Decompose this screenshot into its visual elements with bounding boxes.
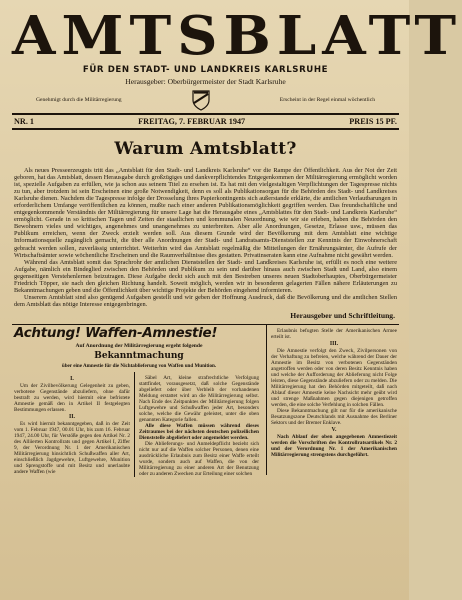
- amnesty-column-left: [12, 372, 134, 477]
- section-number: V.: [331, 426, 337, 433]
- article-body: [14, 167, 397, 308]
- amnesty-description: über eine Amnestie für die Nichtablieferung von Waffen und Munition.: [61, 362, 217, 369]
- article-paragraph: Während das Amtsblatt somit das Sprachrohr der amtlichen Dienststellen der Stadt- und Landkreises Karlsruhe ist, erfüllt es noch eine weitere Aufgabe, nämlich ein Bindeglied zwischen den Behörden und Publikum zu sein und darüber hinaus auch zwischen Stadt und Land, also einem gegenseitigen Verstehenlernen beizutragen. Diese Aufgabe deckt sich auch mit den Bestreben unseres neuen Stadtoberhauptes, Oberbürgermeister Friedrich Töpper, sie nach den gleichen Richtung handelt. Soweit möglich, werden wir in besonderen gelagerten Fällen nähere Erläuterungen zu Bekanntmachungen geben und die Öffentlichkeit über wichtige Projekte der Behörden eingehend informieren.: [14, 258, 397, 294]
- article-headline: Warum Amtsblatt?: [114, 139, 297, 159]
- amnesty-column-right: [266, 325, 399, 475]
- amnesty-columns: [12, 372, 266, 477]
- amnesty-text: Es wird hiermit bekanntgegeben, daß in der Zeit vom 1. Februar 1947, 00.01 Uhr, bis zum 16. Februar 1947, 24.00 Uhr, für Verstöße gegen den Artikel Nr. 2 des Alliierten Kontrollrats und gegen Artikel I, Ziffer 9, der Verordnung Nr. 1 der Amerikanischen Militärregierung hinsichtlich Schußwaffen aller Art, einschließlich Jagdgewehre, Luftgewehre, Munition und Sprengstoffe und mit Besitz und unerlaubte andere Waffen (wie: [14, 420, 130, 475]
- note-military-approval: Genehmigt durch die Militärregierung: [36, 97, 122, 103]
- amnesty-section: [12, 324, 399, 475]
- issue-date: FREITAG, 7. FEBRUAR 1947: [138, 117, 246, 126]
- masthead-notes: [12, 89, 399, 111]
- masthead-subtitle: FÜR DEN STADT- UND LANDKREIS KARLSRUHE: [82, 65, 329, 75]
- issue-number: NR. 1: [14, 117, 35, 126]
- amnesty-text-bold: Alle diese Waffen müssen während dieses Zeitraumes bei der nächsten deutschen polizeilichen Dienststelle abgeliefert oder angemeldet werden.: [139, 422, 259, 441]
- section-number: I.: [70, 375, 74, 382]
- masthead-rule-bottom: [12, 128, 399, 130]
- article-paragraph: Als neues Presseerzeugnis tritt das „Amtsblatt für den Stadt- und Landkreis Karlsruhe“ vor die Rampe der Öffentlichkeit. Aus der Not der Zeit geboren, hat das Amtsblatt, dessen Herausgabe durch großzügiges und dankverpflichtendes Entgegenkommen der Militärregierung ermöglicht worden ist, spezielle Aufgaben zu erfüllen, wie ja schon aus seinem Titel zu ersehen ist. Es hat mit den vielgestaltigen Verpflichtungen der Tagespresse nichts zu tun, aber trotzdem ist sein Erscheinen eine große Notwendigkeit, denn es soll als Publikationsorgan für die Behörden des Stadt- und Landkreises Karlsruhe dienen. Nachdem die Tagespresse infolge der Drosselung ihres Papierkontingents sich außerstande erklärte, die amtlichen Verlautbarungen in erforderlichem Umfange veröffentlichen zu können, mußte nach einer anderen Publikationsmöglichkeit gegriffen werden. Das freundschaftliche und entgegenkommende Verständnis der Militärregierung für unsere Lage hat die Herausgabe eines „Amtsblattes für den Stadt- und Landkreis Karlsruhe“ ermöglicht. Gerade in so kritischen Tagen und Zeiten der staatlichen und kommunalen Neuordnung, wie wir sie erleben, haben die Behörden den Bewohnern vieles und wichtiges, angenehmes und unangenehmes zu unterbreiten. Aber alle Anordnungen, Gesetze, Erlasse usw., müssen das Publikum erreichen, wenn der Zweck erzielt werden soll. Aus diesem Grunde wird der Bevölkerung mit dem Amtsblatt eine wichtige Informationsquelle zugänglich gemacht, die über alle Anordnungen der Stadt- und Landratsamts-Dienststellen zur Kenntnis der Einwohnerschaft gebracht werden sollen, zuverlässig unterrichtet. Weiterhin wird das Amtsblatt regelmäßig die Mitteilungen der Ernährungsämter, die Aufrufe der Wirtschaftsämter sowie wöchentliche Erscheinen und die Raumverhältnisse dies gestatten. Privatinseraten kann eine Aufnahme nicht gewährt werden.: [14, 167, 397, 259]
- dateline: [12, 115, 399, 128]
- article-paragraph: Unserem Amtsblatt sind also genügend Aufgaben gestellt und wir geben der Hoffnung Ausdruck, daß die Bevölkerung und die amtlichen Stellen dem Amtsblatt das nötige Interesse entgegenbringen.: [14, 293, 397, 308]
- amnesty-text: Die Amnestie verfolgt den Zweck, Zivilpersonen von der Verhaftung zu befreien, welche während der Dauer der Amnestie im Besitz von verbotenen Gegenständen angetroffen werden oder von deren Besitz Kenntnis haben und welche der Aufforderung der Ablieferung nicht Folge leisten, diese Gegenstände abzuliefern oder zu melden. Die Militärregierung hat den Behörden mitgeteilt, daß nach Ablauf dieser Amnestie keine Nachsicht mehr geübt wird und strenge Maßnahmen gegen diejenigen getroffen werden, die eine solche Verfehlung in solchen Fällen.: [271, 347, 397, 408]
- amnesty-column-middle: [134, 372, 263, 477]
- amnesty-text: Um der Zivilbevölkerung Gelegenheit zu geben, verbotene Gegenstände abzuliefern, ohne dafür bestraft zu werden, wird hiermit eine befristete Amnestie gemäß den in Artikel II festgelegten Bestimmungen erlassen.: [14, 382, 130, 413]
- amnesty-text: Erlaubnis befugten Stelle der Amerikanischen Armee erteilt ist.: [271, 327, 397, 340]
- section-number: III.: [329, 340, 339, 347]
- amnesty-title: Achtung! Waffen-Amnestie!: [14, 324, 218, 341]
- amnesty-main: [12, 325, 266, 475]
- amnesty-text: Diese Bekanntmachung gilt nur für die amerikanische Besatzungszone Deutschlands mit Ausnahme des Berliner Sektors und der Bremer Enklave.: [271, 407, 397, 426]
- amnesty-subtitle: Auf Anordnung der Militärregierung ergeht folgende: [75, 342, 203, 349]
- amnesty-heading: Bekanntmachung: [94, 350, 184, 361]
- section-number: II.: [69, 413, 75, 420]
- masthead-title: AMTSBLATT: [12, 4, 462, 68]
- note-publication-frequency: Erscheint in der Regel einmal wöchentlich: [279, 97, 375, 103]
- masthead-publisher: Herausgeber: Oberbürgermeister der Stadt Karlsruhe: [125, 77, 286, 86]
- article-signoff: Herausgeber und Schriftleitung.: [290, 310, 395, 320]
- issue-price: PREIS 15 PF.: [349, 117, 397, 126]
- amnesty-text: Die Ablieferungs- und Anmeldepflicht bezieht sich nicht nur auf die Waffen solcher Personen, denen eine ausdrückliche Erlaubnis zum Besitz einer Waffe erteilt wurde, sondern auch auf Waffen, die von der Militärregierung zu einer anderen Art der Benutzung oder zu anderen Zwecken zur Erteilung einer solchen: [139, 440, 259, 477]
- amnesty-text: Säbel Art, kleine strafrechtliche Verfolgung stattfindet, vorausgesetzt, daß solche Gegenstände abgeliefert oder über Verbleib der vorhandenen Meldung erstattet wird an die Militärregierung selbst. Nach Ende des Zeitpunktes der Militärregierung folgen Luftgewehre und Schußwaffen jeder Art, besonders solche, welche die Gewähr geleistet, unter die oben genannten Kategorie fallen.: [139, 374, 259, 423]
- city-seal-icon: [191, 89, 211, 111]
- amnesty-text-bold: Nach Ablauf der oben angegebenen Amnestiezeit werden die Vorschriften des Kontrollratsartikels Nr. 2 und der Verordnung Nr. 1 der Amerikanischen Militärregierung strengstens durchgeführt.: [271, 433, 397, 458]
